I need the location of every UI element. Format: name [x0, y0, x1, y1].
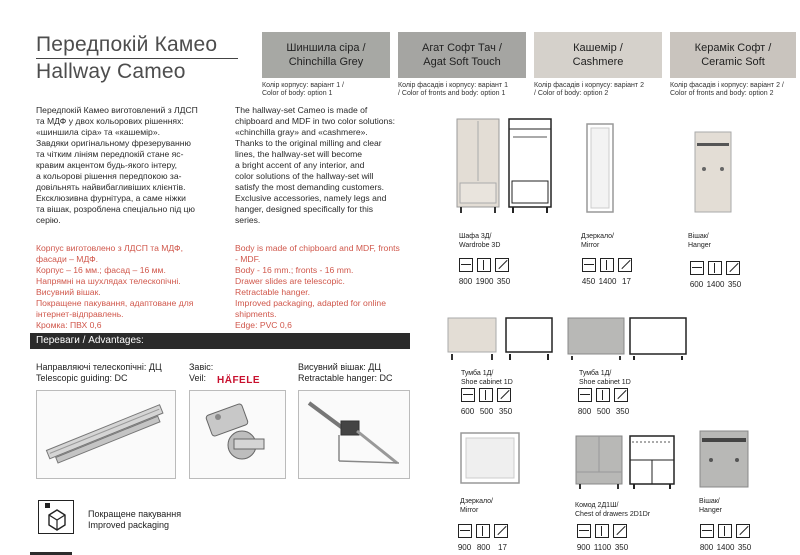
feature-retractable-hanger: Висувний вішак: ДЦ Retractable hanger: DC: [298, 362, 393, 383]
chest-of-drawers-illustration: [574, 434, 678, 492]
feature-hinge: Завіс: Veil:: [189, 362, 214, 383]
shoe-cabinet-600-illustration: [446, 314, 556, 364]
feature-telescopic: Направляючі телескопічні: ДЦ Telescopic guiding: DC: [36, 362, 162, 383]
tall-mirror-illustration: [586, 123, 616, 215]
description-en: The hallway-set Cameo is made of chipboard and MDF in two color solutions: «chinchilla gray» and «cashmere». Thanks to the original milling and clear lines, the hallway-set will become a bright accent of any interior, and color solutions of the hallway-set will satisfy the most demanding customers. Exclusive accessories, namely legs and hanger, designed specifically for this series.: [235, 105, 396, 225]
hafele-logo: HÄFELE: [217, 375, 260, 386]
dimension-values: 900 1100 350: [576, 543, 629, 552]
hinge-icon: [190, 391, 285, 478]
swatch-caption: Колір фасадів і корпусу: варіант 2 / Color of fronts and body: option 2: [670, 82, 784, 97]
swatch-chinchilla-grey: Шиншила сіра / Chinchilla Grey: [262, 32, 390, 78]
height-icon: [718, 524, 732, 538]
dimension-values: 800 1900 350: [458, 277, 511, 286]
depth-icon: [497, 388, 511, 402]
dimension-values: 800 500 350: [577, 407, 630, 416]
dimension-values: 450 1400 17: [581, 277, 631, 286]
product-label: Шафа 3Д/ Wardrobe 3D: [459, 233, 501, 249]
packaging-label: Покращене пакування Improved packaging: [88, 509, 182, 530]
dimension-values: 600 500 350: [460, 407, 513, 416]
height-icon: [479, 388, 493, 402]
product-label: Тумба 1Д/ Shoe cabinet 1D: [461, 370, 513, 386]
width-icon: [578, 388, 592, 402]
specs-uk: Корпус виготовлено з ЛДСП та МДФ, фасади – МДФ. Корпус – 16 мм.; фасад – 16 мм. Напрямні на шухлядах телескопічні. Висувний вішак. Покращене пакування, адаптоване для інтернет-відправлень. Кромка: ПВХ 0,6: [36, 243, 194, 330]
title-divider: [36, 58, 238, 59]
dimension-icons: [461, 388, 511, 402]
advantages-bar: Переваги / Advantages:: [30, 333, 410, 349]
dimension-values: 900 800 17: [457, 543, 507, 552]
height-icon: [476, 524, 490, 538]
swatch-caption: Колір фасадів і корпусу: варіант 1 / Color of fronts and body: option 1: [398, 82, 508, 97]
hinge-image: [189, 390, 286, 479]
depth-icon: [613, 524, 627, 538]
width-icon: [461, 388, 475, 402]
wardrobe-illustration: [455, 117, 555, 217]
swatch-ceramic-soft: Керамік Софт / Ceramic Soft: [670, 32, 796, 78]
telescopic-slide-icon: [37, 391, 175, 478]
product-label: Дзеркало/ Mirror: [460, 498, 494, 514]
depth-icon: [726, 261, 740, 275]
shoe-cabinet-800-illustration: [566, 314, 690, 364]
dimension-icons: [459, 258, 509, 272]
product-label: Дзеркало/ Mirror: [581, 233, 615, 249]
swatch-agat-soft-touch: Агат Софт Тач / Agat Soft Touch: [398, 32, 526, 78]
width-icon: [458, 524, 472, 538]
title-en: Hallway Cameo: [36, 60, 186, 83]
depth-icon: [494, 524, 508, 538]
swatch-caption: Колір корпусу: варіант 1 / Color of body: option 1: [262, 82, 344, 97]
dimension-icons: [577, 524, 627, 538]
dimension-icons: [578, 388, 628, 402]
wide-hanger-illustration: [699, 430, 751, 490]
product-label: Комод 2Д1Ш/ Chest of drawers 2D1Dr: [575, 502, 651, 518]
product-label: Вішак/ Hanger: [688, 233, 711, 249]
depth-icon: [614, 388, 628, 402]
product-label: Тумба 1Д/ Shoe cabinet 1D: [579, 370, 631, 386]
swatch-caption: Колір фасадів і корпусу: варіант 2 / Color of body: option 2: [534, 82, 644, 97]
specs-en: Body is made of chipboard and MDF, fronts - MDF. Body - 16 mm.; fronts - 16 mm. Drawer slides are telescopic. Retractable hanger. Improved packaging, adapted for online shipments. Edge: PVC 0,6: [235, 243, 400, 330]
depth-icon: [618, 258, 632, 272]
dimension-values: 600 1400 350: [689, 280, 742, 289]
width-icon: [577, 524, 591, 538]
retractable-hanger-icon: [299, 391, 409, 478]
hanger-illustration: [694, 131, 734, 215]
depth-icon: [736, 524, 750, 538]
description-uk: Передпокій Камео виготовлений з ЛДСП та МДФ у двох кольорових рішеннях: «шиншила сіра» та «кашемір». Завдяки оригінальному фрезеруванню та чітким лініям передпокій стане яс- кравим акцентом будь-якого інтеру, а кольорові рішення передпокою за- довільнять найвибагливіших клієнтів. Ексклюзивна фурнітура, а саме ніжки та вішак, розроблена спеціально під цю серію.: [36, 105, 198, 225]
depth-icon: [495, 258, 509, 272]
width-icon: [690, 261, 704, 275]
wide-mirror-illustration: [460, 432, 522, 486]
height-icon: [477, 258, 491, 272]
retractable-hanger-image: [298, 390, 410, 479]
dimension-icons: [458, 524, 508, 538]
height-icon: [600, 258, 614, 272]
swatch-cashmere: Кашемір / Cashmere: [534, 32, 662, 78]
product-label: Вішак/ Hanger: [699, 498, 722, 514]
height-icon: [708, 261, 722, 275]
telescopic-slide-image: [36, 390, 176, 479]
packaging-icon: [38, 500, 74, 534]
height-icon: [595, 524, 609, 538]
dimension-icons: [582, 258, 632, 272]
dimension-icons: [690, 261, 740, 275]
width-icon: [700, 524, 714, 538]
width-icon: [459, 258, 473, 272]
title-uk: Передпокій Камео: [36, 33, 218, 56]
width-icon: [582, 258, 596, 272]
height-icon: [596, 388, 610, 402]
dimension-icons: [700, 524, 750, 538]
dimension-values: 800 1400 350: [699, 543, 752, 552]
